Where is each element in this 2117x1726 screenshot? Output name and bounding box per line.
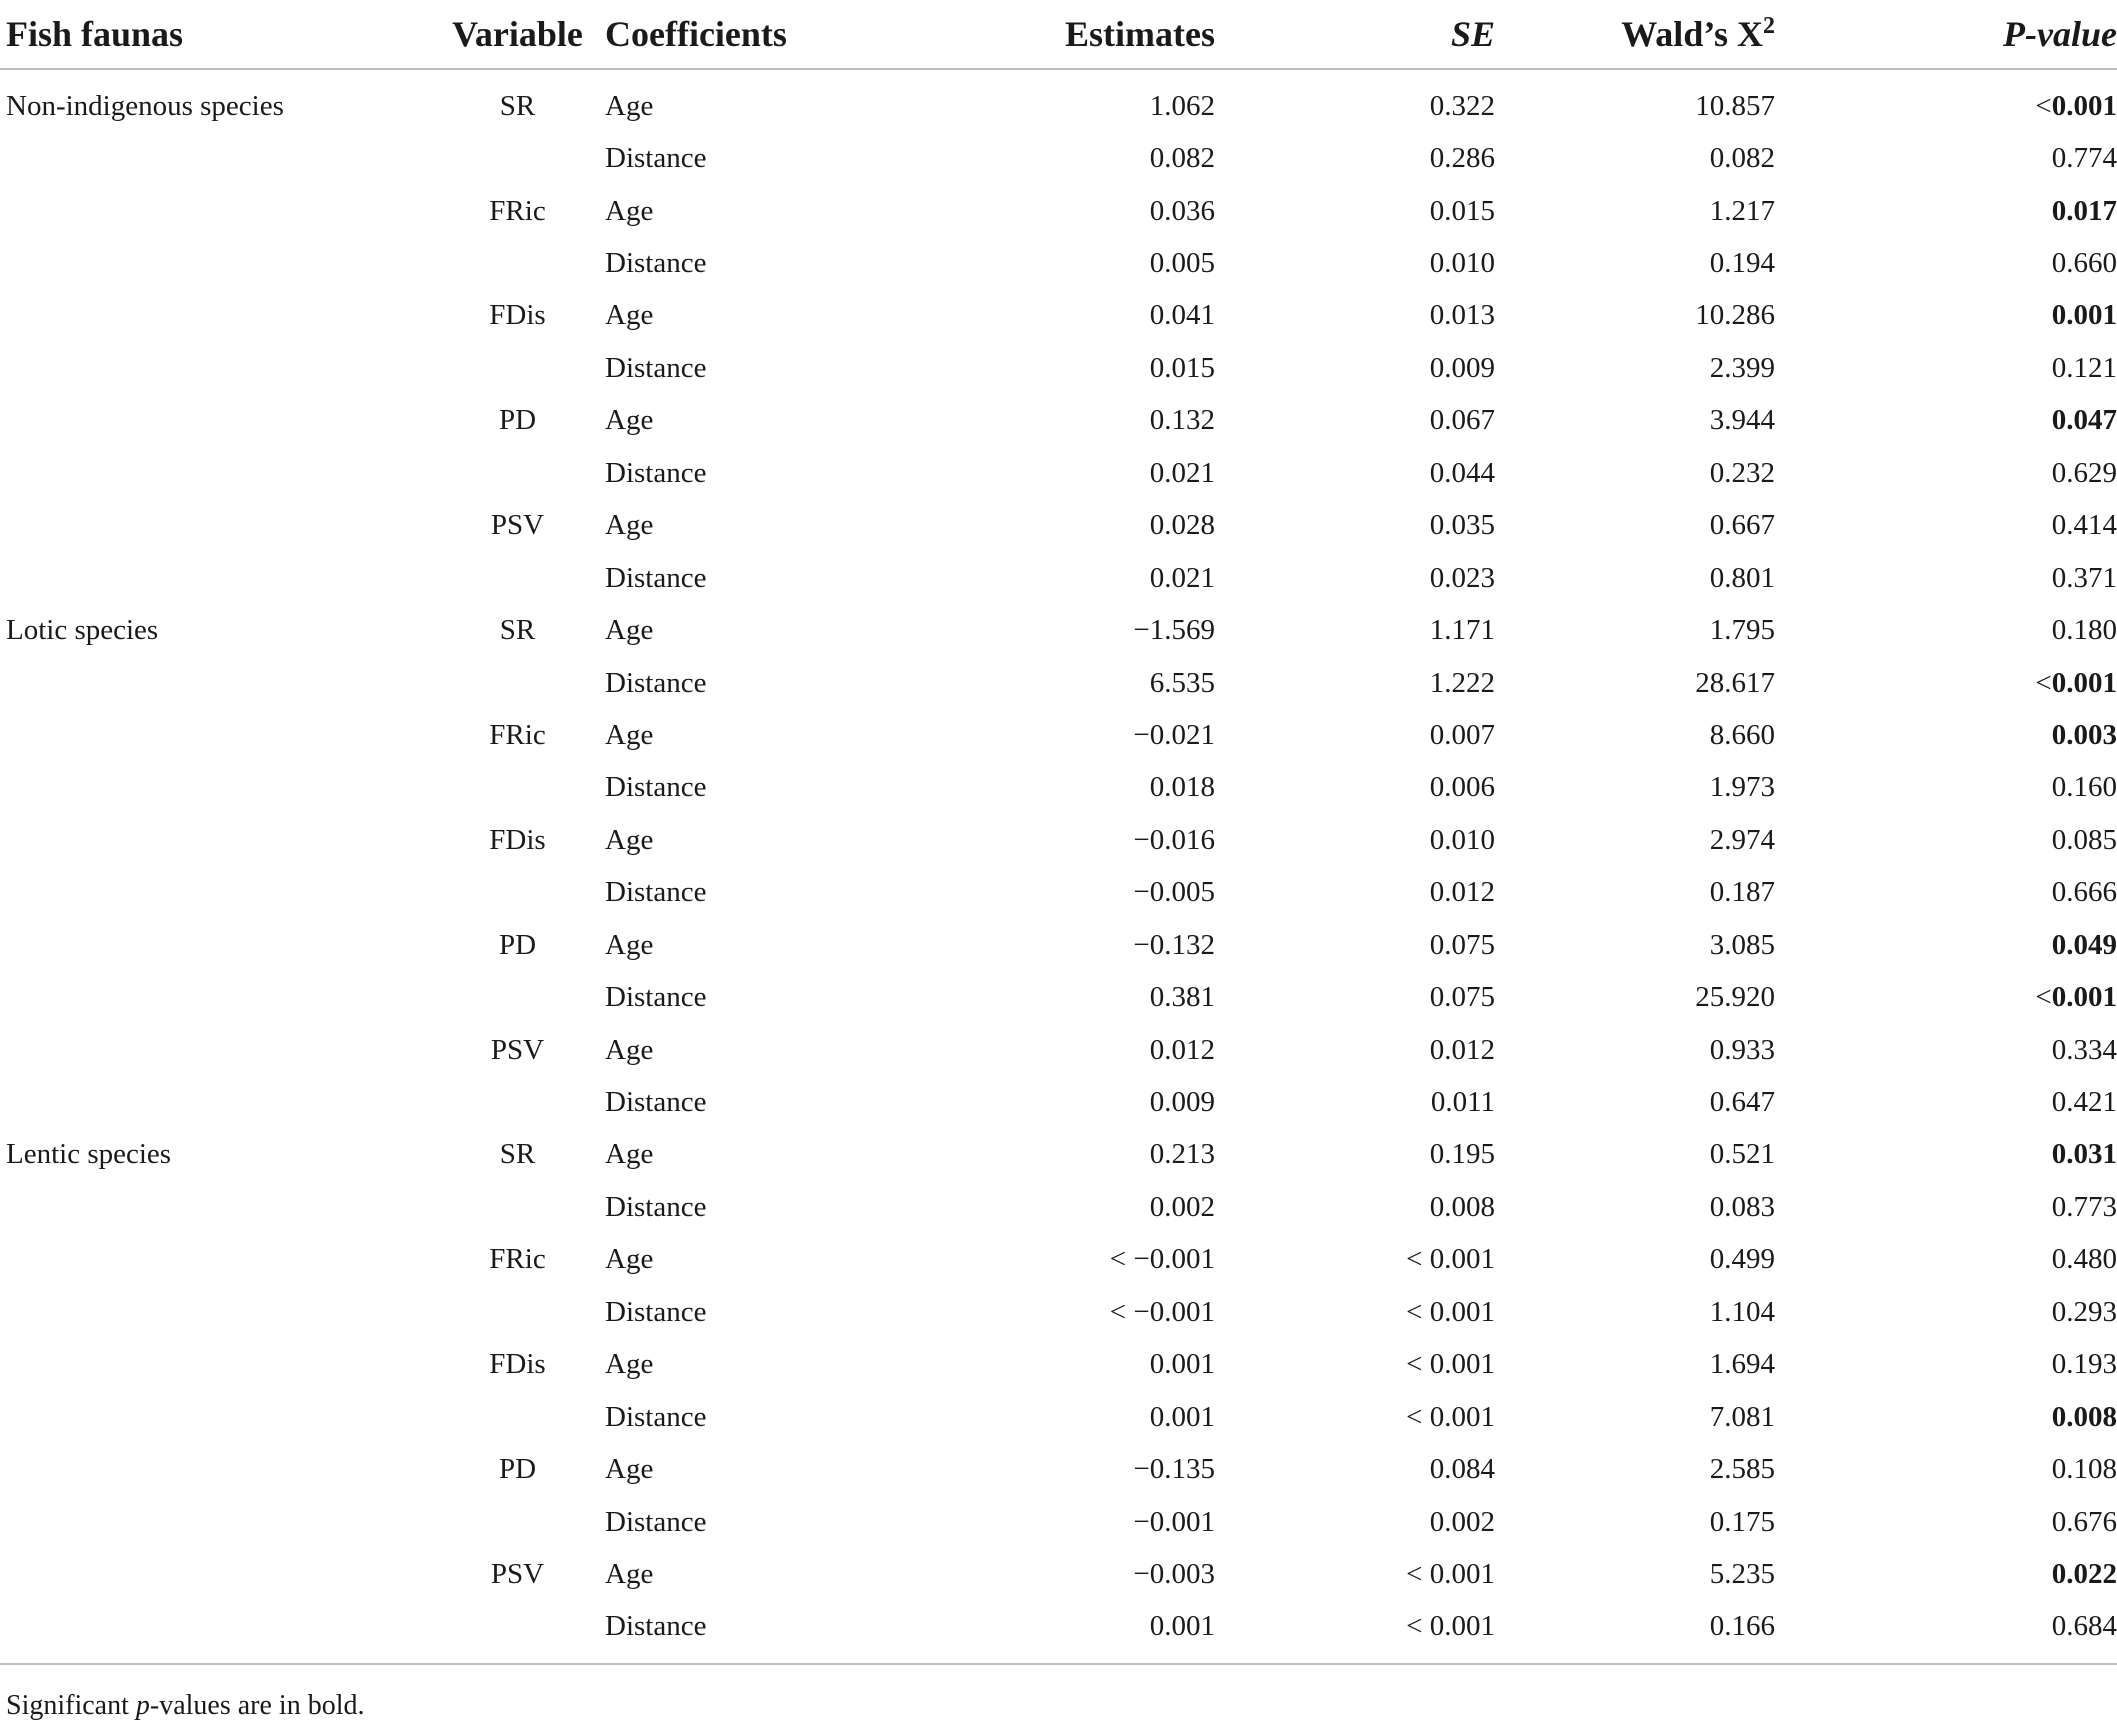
cell-p-value bbox=[1775, 1076, 2117, 1128]
p-value-number: 0.017 bbox=[2051, 194, 2117, 227]
header-coefficients: Coefficients bbox=[605, 0, 905, 69]
cell-wald: 0.521 bbox=[1709, 1138, 1775, 1171]
cell-wald: 0.187 bbox=[1709, 876, 1775, 909]
table-row bbox=[0, 1496, 2117, 1548]
cell-fish-fauna bbox=[0, 762, 430, 814]
cell-fish-fauna bbox=[0, 1391, 430, 1443]
cell-wald: 0.232 bbox=[1709, 456, 1775, 489]
cell-estimate: 0.041 bbox=[1149, 299, 1215, 332]
cell-estimate: −0.021 bbox=[1133, 718, 1215, 751]
cell-se: 0.075 bbox=[1429, 928, 1495, 961]
cell-coefficient: Age bbox=[605, 299, 654, 332]
cell-se: 0.009 bbox=[1429, 351, 1495, 384]
cell-coefficient: Distance bbox=[605, 142, 707, 175]
p-value-number: 0.121 bbox=[2051, 351, 2117, 384]
cell-estimate: −0.132 bbox=[1133, 928, 1215, 961]
table-row bbox=[0, 552, 2117, 604]
table-row bbox=[0, 971, 2117, 1023]
cell-coefficient: Distance bbox=[605, 1400, 707, 1433]
header-fish-faunas: Fish faunas bbox=[0, 0, 430, 69]
cell-wald: 0.801 bbox=[1709, 561, 1775, 594]
cell-wald: 0.194 bbox=[1709, 247, 1775, 280]
cell-p-value bbox=[1775, 1286, 2117, 1338]
table-row bbox=[0, 395, 2117, 447]
cell-p-value bbox=[1775, 709, 2117, 761]
cell-fish-fauna bbox=[0, 342, 430, 394]
p-value-number: 0.180 bbox=[2051, 614, 2117, 647]
cell-coefficient: Distance bbox=[605, 876, 707, 909]
cell-estimate: 0.005 bbox=[1149, 247, 1215, 280]
p-value-number: 0.421 bbox=[2051, 1086, 2117, 1119]
cell-wald: 0.647 bbox=[1709, 1086, 1775, 1119]
cell-estimate: 0.001 bbox=[1149, 1400, 1215, 1433]
cell-variable: SR bbox=[499, 614, 536, 647]
p-value-number: 0.022 bbox=[2051, 1557, 2117, 1590]
cell-se: 0.084 bbox=[1429, 1453, 1495, 1486]
table-row bbox=[0, 185, 2117, 237]
cell-variable bbox=[430, 132, 605, 184]
header-p-value: P-value bbox=[1775, 0, 2117, 69]
cell-coefficient: Age bbox=[605, 1243, 654, 1276]
p-value-number: 0.774 bbox=[2051, 142, 2117, 175]
cell-variable bbox=[430, 762, 605, 814]
p-value-number: 0.480 bbox=[2051, 1243, 2117, 1276]
cell-p-value bbox=[1775, 814, 2117, 866]
table-row bbox=[0, 447, 2117, 499]
cell-wald: 1.104 bbox=[1709, 1295, 1775, 1328]
table-row bbox=[0, 1443, 2117, 1495]
p-value-number: 0.049 bbox=[2051, 928, 2117, 961]
table-row bbox=[0, 814, 2117, 866]
table-row bbox=[0, 1181, 2117, 1233]
cell-p-value bbox=[1775, 1443, 2117, 1495]
cell-variable bbox=[430, 1181, 605, 1233]
cell-coefficient: Age bbox=[605, 823, 654, 856]
cell-fish-fauna bbox=[0, 814, 430, 866]
header-variable: Variable bbox=[430, 0, 605, 69]
cell-p-value bbox=[1775, 1548, 2117, 1600]
cell-se: 0.035 bbox=[1429, 509, 1495, 542]
cell-estimate: 0.012 bbox=[1149, 1033, 1215, 1066]
cell-p-value bbox=[1775, 290, 2117, 342]
cell-se: 0.012 bbox=[1429, 1033, 1495, 1066]
cell-coefficient: Age bbox=[605, 1348, 654, 1381]
p-value-number: 0.660 bbox=[2051, 247, 2117, 280]
table-row bbox=[0, 919, 2117, 971]
cell-variable: FRic bbox=[489, 194, 546, 227]
cell-estimate: 0.028 bbox=[1149, 509, 1215, 542]
cell-estimate: 0.002 bbox=[1149, 1190, 1215, 1223]
cell-estimate: 0.009 bbox=[1149, 1086, 1215, 1119]
cell-p-value bbox=[1775, 395, 2117, 447]
cell-estimate: −0.003 bbox=[1133, 1557, 1215, 1590]
cell-p-value bbox=[1775, 1181, 2117, 1233]
p-value-number: 0.676 bbox=[2051, 1505, 2117, 1538]
cell-se: < 0.001 bbox=[1215, 1601, 1495, 1664]
header-wald-label: Wald’s X bbox=[1621, 14, 1763, 54]
cell-se: 0.010 bbox=[1429, 247, 1495, 280]
cell-fish-fauna: Lotic species bbox=[6, 614, 159, 647]
p-value-number: 0.008 bbox=[2051, 1400, 2117, 1433]
table-footnote bbox=[6, 1690, 364, 1722]
table-row bbox=[0, 1024, 2117, 1076]
cell-coefficient: Distance bbox=[605, 981, 707, 1014]
p-value-number: 0.085 bbox=[2051, 823, 2117, 856]
cell-variable bbox=[430, 1391, 605, 1443]
table-row bbox=[0, 1339, 2117, 1391]
cell-estimate: −0.005 bbox=[1133, 876, 1215, 909]
cell-se: 0.012 bbox=[1429, 876, 1495, 909]
cell-wald: 25.920 bbox=[1695, 981, 1775, 1014]
cell-fish-fauna bbox=[0, 971, 430, 1023]
cell-coefficient: Distance bbox=[605, 351, 707, 384]
cell-estimate: 6.535 bbox=[1149, 666, 1215, 699]
cell-variable bbox=[430, 552, 605, 604]
p-value-number: 0.629 bbox=[2051, 456, 2117, 489]
cell-wald: 28.617 bbox=[1695, 666, 1775, 699]
cell-estimate: 0.036 bbox=[1149, 194, 1215, 227]
cell-se: 0.002 bbox=[1429, 1505, 1495, 1538]
cell-fish-fauna bbox=[0, 1076, 430, 1128]
p-value-number: 0.773 bbox=[2051, 1190, 2117, 1223]
cell-estimate: < −0.001 bbox=[1109, 1295, 1215, 1328]
header-row bbox=[0, 0, 2117, 69]
p-value-number: 0.684 bbox=[2051, 1610, 2117, 1643]
p-value-number: 0.371 bbox=[2051, 561, 2117, 594]
table-row bbox=[0, 1234, 2117, 1286]
cell-fish-fauna bbox=[0, 1234, 430, 1286]
cell-variable: FDis bbox=[489, 299, 546, 332]
table-row bbox=[0, 290, 2117, 342]
cell-estimate: 0.021 bbox=[1149, 561, 1215, 594]
p-value-number: 0.666 bbox=[2051, 876, 2117, 909]
cell-estimate: 1.062 bbox=[1149, 89, 1215, 122]
cell-wald: 0.082 bbox=[1709, 142, 1775, 175]
p-value-number: 0.001 bbox=[2051, 299, 2117, 332]
table-row bbox=[0, 657, 2117, 709]
cell-p-value bbox=[1775, 185, 2117, 237]
table-row bbox=[0, 762, 2117, 814]
cell-estimate: 0.132 bbox=[1149, 404, 1215, 437]
cell-estimate: 0.381 bbox=[1149, 981, 1215, 1014]
cell-coefficient: Age bbox=[605, 928, 654, 961]
cell-estimate: 0.082 bbox=[1149, 142, 1215, 175]
cell-se: 0.023 bbox=[1429, 561, 1495, 594]
cell-wald: 7.081 bbox=[1709, 1400, 1775, 1433]
table-row bbox=[0, 69, 2117, 132]
cell-coefficient: Distance bbox=[605, 1086, 707, 1119]
cell-estimate: 0.021 bbox=[1149, 456, 1215, 489]
cell-variable bbox=[430, 1601, 605, 1664]
cell-se: < 0.001 bbox=[1406, 1295, 1495, 1328]
table-row bbox=[0, 1601, 2117, 1664]
cell-p-value bbox=[1775, 447, 2117, 499]
cell-estimate: 0.015 bbox=[1149, 351, 1215, 384]
cell-variable bbox=[430, 657, 605, 709]
cell-fish-fauna bbox=[0, 1339, 430, 1391]
cell-fish-fauna bbox=[0, 395, 430, 447]
cell-estimate: 0.018 bbox=[1149, 771, 1215, 804]
cell-wald: 10.286 bbox=[1695, 299, 1775, 332]
cell-p-value bbox=[1775, 867, 2117, 919]
cell-se: < 0.001 bbox=[1406, 1557, 1495, 1590]
cell-estimate: 0.213 bbox=[1149, 1138, 1215, 1171]
cell-coefficient: Distance bbox=[605, 771, 707, 804]
cell-variable: PD bbox=[498, 928, 537, 961]
cell-fish-fauna bbox=[0, 1181, 430, 1233]
cell-variable: PD bbox=[498, 1453, 537, 1486]
cell-fish-fauna bbox=[0, 552, 430, 604]
cell-p-value bbox=[1775, 971, 2117, 1023]
cell-variable: FRic bbox=[489, 1243, 546, 1276]
cell-estimate: −0.135 bbox=[1133, 1453, 1215, 1486]
cell-fish-fauna bbox=[0, 185, 430, 237]
cell-variable: PSV bbox=[490, 1557, 545, 1590]
cell-wald: 0.166 bbox=[1495, 1601, 1775, 1664]
cell-wald: 1.217 bbox=[1709, 194, 1775, 227]
p-value-number: 0.160 bbox=[2051, 771, 2117, 804]
cell-coefficient: Distance bbox=[605, 247, 707, 280]
table-body bbox=[0, 69, 2117, 1664]
table-row bbox=[0, 342, 2117, 394]
table-row bbox=[0, 1286, 2117, 1338]
cell-p-value bbox=[1775, 500, 2117, 552]
cell-wald: 2.585 bbox=[1709, 1453, 1775, 1486]
cell-p-value bbox=[1775, 1024, 2117, 1076]
cell-wald: 10.857 bbox=[1695, 89, 1775, 122]
cell-variable: PSV bbox=[490, 509, 545, 542]
table-row bbox=[0, 867, 2117, 919]
cell-p-value bbox=[1775, 342, 2117, 394]
cell-fish-fauna bbox=[0, 919, 430, 971]
cell-fish-fauna bbox=[0, 1443, 430, 1495]
p-value-number: 0.414 bbox=[2051, 509, 2117, 542]
cell-estimate: −0.001 bbox=[1133, 1505, 1215, 1538]
cell-wald: 1.795 bbox=[1709, 614, 1775, 647]
cell-variable bbox=[430, 342, 605, 394]
p-value-number: 0.001 bbox=[2051, 981, 2117, 1014]
cell-se: < 0.001 bbox=[1406, 1243, 1495, 1276]
cell-fish-fauna: Non-indigenous species bbox=[6, 89, 284, 122]
cell-wald: 0.083 bbox=[1709, 1190, 1775, 1223]
cell-variable: FRic bbox=[489, 718, 546, 751]
p-value-number: 0.193 bbox=[2051, 1348, 2117, 1381]
cell-fish-fauna bbox=[0, 500, 430, 552]
cell-variable bbox=[430, 237, 605, 289]
cell-variable: PSV bbox=[490, 1033, 545, 1066]
cell-fish-fauna bbox=[0, 1024, 430, 1076]
cell-estimate: −0.016 bbox=[1133, 823, 1215, 856]
cell-wald: 8.660 bbox=[1709, 718, 1775, 751]
cell-se: 0.008 bbox=[1429, 1190, 1495, 1223]
cell-p-value bbox=[1775, 1339, 2117, 1391]
p-value-number: 0.001 bbox=[2051, 89, 2117, 122]
cell-fish-fauna: Lentic species bbox=[6, 1138, 172, 1171]
header-wald bbox=[1495, 0, 1775, 69]
cell-coefficient: Age bbox=[605, 1453, 654, 1486]
cell-wald: 2.974 bbox=[1709, 823, 1775, 856]
cell-se: < 0.001 bbox=[1406, 1400, 1495, 1433]
cell-wald: 0.667 bbox=[1709, 509, 1775, 542]
cell-coefficient: Age bbox=[605, 194, 654, 227]
cell-wald: 1.973 bbox=[1709, 771, 1775, 804]
cell-p-value bbox=[1775, 1391, 2117, 1443]
p-value-prefix: < bbox=[2035, 666, 2052, 699]
cell-coefficient: Distance bbox=[605, 456, 707, 489]
header-se: SE bbox=[1215, 0, 1495, 69]
cell-se: 1.171 bbox=[1429, 614, 1495, 647]
cell-variable: FDis bbox=[489, 1348, 546, 1381]
table-row bbox=[0, 1076, 2117, 1128]
cell-coefficient: Age bbox=[605, 1557, 654, 1590]
header-estimates: Estimates bbox=[905, 0, 1215, 69]
cell-coefficient: Age bbox=[605, 1138, 654, 1171]
cell-fish-fauna bbox=[0, 709, 430, 761]
cell-fish-fauna bbox=[0, 237, 430, 289]
cell-p-value bbox=[1775, 132, 2117, 184]
cell-variable bbox=[430, 1496, 605, 1548]
table-row bbox=[0, 709, 2117, 761]
cell-coefficient: Age bbox=[605, 718, 654, 751]
cell-estimate: 0.001 bbox=[1149, 1348, 1215, 1381]
cell-estimate: < −0.001 bbox=[1109, 1243, 1215, 1276]
cell-se: 0.044 bbox=[1429, 456, 1495, 489]
cell-wald: 5.235 bbox=[1709, 1557, 1775, 1590]
table-row bbox=[0, 132, 2117, 184]
cell-coefficient: Age bbox=[605, 614, 654, 647]
cell-wald: 3.085 bbox=[1709, 928, 1775, 961]
cell-wald: 0.933 bbox=[1709, 1033, 1775, 1066]
table-row bbox=[0, 1391, 2117, 1443]
cell-p-value bbox=[1775, 69, 2117, 132]
p-value-prefix: < bbox=[2035, 981, 2052, 1014]
cell-variable bbox=[430, 1286, 605, 1338]
cell-wald: 3.944 bbox=[1709, 404, 1775, 437]
cell-variable: FDis bbox=[489, 823, 546, 856]
cell-fish-fauna bbox=[0, 867, 430, 919]
cell-wald: 0.175 bbox=[1709, 1505, 1775, 1538]
cell-se: 1.222 bbox=[1429, 666, 1495, 699]
cell-se: 0.006 bbox=[1429, 771, 1495, 804]
cell-variable bbox=[430, 867, 605, 919]
cell-fish-fauna bbox=[0, 447, 430, 499]
cell-p-value bbox=[1775, 1234, 2117, 1286]
footnote-suffix: -values are in bold. bbox=[149, 1690, 365, 1721]
cell-se: 0.195 bbox=[1429, 1138, 1495, 1171]
cell-se: 0.322 bbox=[1429, 89, 1495, 122]
cell-p-value bbox=[1775, 657, 2117, 709]
cell-variable: PD bbox=[498, 404, 537, 437]
cell-se: 0.011 bbox=[1430, 1086, 1495, 1119]
cell-se: 0.010 bbox=[1429, 823, 1495, 856]
cell-fish-fauna bbox=[0, 657, 430, 709]
p-value-number: 0.001 bbox=[2051, 666, 2117, 699]
cell-se: 0.067 bbox=[1429, 404, 1495, 437]
cell-variable bbox=[430, 447, 605, 499]
cell-fish-fauna bbox=[0, 1286, 430, 1338]
cell-coefficient: Age bbox=[605, 89, 654, 122]
cell-fish-fauna bbox=[0, 1548, 430, 1600]
table-row bbox=[0, 1548, 2117, 1600]
cell-p-value bbox=[1775, 1129, 2117, 1181]
cell-variable bbox=[430, 971, 605, 1023]
footnote-italic: p bbox=[135, 1690, 150, 1721]
footnote-prefix: Significant bbox=[6, 1690, 136, 1721]
cell-se: 0.015 bbox=[1429, 194, 1495, 227]
cell-fish-fauna bbox=[0, 1601, 430, 1664]
cell-estimate: −1.569 bbox=[1133, 614, 1215, 647]
p-value-number: 0.108 bbox=[2051, 1453, 2117, 1486]
cell-fish-fauna bbox=[0, 1496, 430, 1548]
cell-p-value bbox=[1775, 919, 2117, 971]
cell-coefficient: Distance bbox=[605, 1295, 707, 1328]
table-row bbox=[0, 1129, 2117, 1181]
cell-se: 0.007 bbox=[1429, 718, 1495, 751]
cell-fish-fauna bbox=[0, 132, 430, 184]
cell-coefficient: Age bbox=[605, 1033, 654, 1066]
cell-variable: SR bbox=[499, 1138, 536, 1171]
p-value-number: 0.293 bbox=[2051, 1295, 2117, 1328]
table-row bbox=[0, 604, 2117, 656]
p-value-number: 0.334 bbox=[2051, 1033, 2117, 1066]
cell-coefficient: Distance bbox=[605, 1601, 905, 1664]
cell-variable bbox=[430, 1076, 605, 1128]
cell-p-value bbox=[1775, 237, 2117, 289]
table-row bbox=[0, 237, 2117, 289]
cell-se: 0.286 bbox=[1429, 142, 1495, 175]
p-value-number: 0.047 bbox=[2051, 404, 2117, 437]
cell-estimate: 0.001 bbox=[905, 1601, 1215, 1664]
cell-wald: 2.399 bbox=[1709, 351, 1775, 384]
cell-p-value bbox=[1775, 552, 2117, 604]
cell-se: 0.013 bbox=[1429, 299, 1495, 332]
p-value-number: 0.031 bbox=[2051, 1138, 2117, 1171]
cell-coefficient: Age bbox=[605, 509, 654, 542]
cell-p-value bbox=[1775, 762, 2117, 814]
p-value-prefix: < bbox=[2035, 89, 2052, 122]
cell-p-value bbox=[1775, 604, 2117, 656]
table-row bbox=[0, 500, 2117, 552]
cell-fish-fauna bbox=[0, 290, 430, 342]
cell-wald: 0.499 bbox=[1709, 1243, 1775, 1276]
cell-coefficient: Distance bbox=[605, 1505, 707, 1538]
cell-coefficient: Distance bbox=[605, 561, 707, 594]
cell-coefficient: Age bbox=[605, 404, 654, 437]
cell-coefficient: Distance bbox=[605, 666, 707, 699]
cell-se: < 0.001 bbox=[1406, 1348, 1495, 1381]
cell-p-value bbox=[1775, 1601, 2117, 1664]
cell-se: 0.075 bbox=[1429, 981, 1495, 1014]
cell-wald: 1.694 bbox=[1709, 1348, 1775, 1381]
cell-variable: SR bbox=[499, 89, 536, 122]
p-value-number: 0.003 bbox=[2051, 718, 2117, 751]
header-wald-superscript: 2 bbox=[1763, 13, 1775, 39]
cell-coefficient: Distance bbox=[605, 1190, 707, 1223]
cell-p-value bbox=[1775, 1496, 2117, 1548]
